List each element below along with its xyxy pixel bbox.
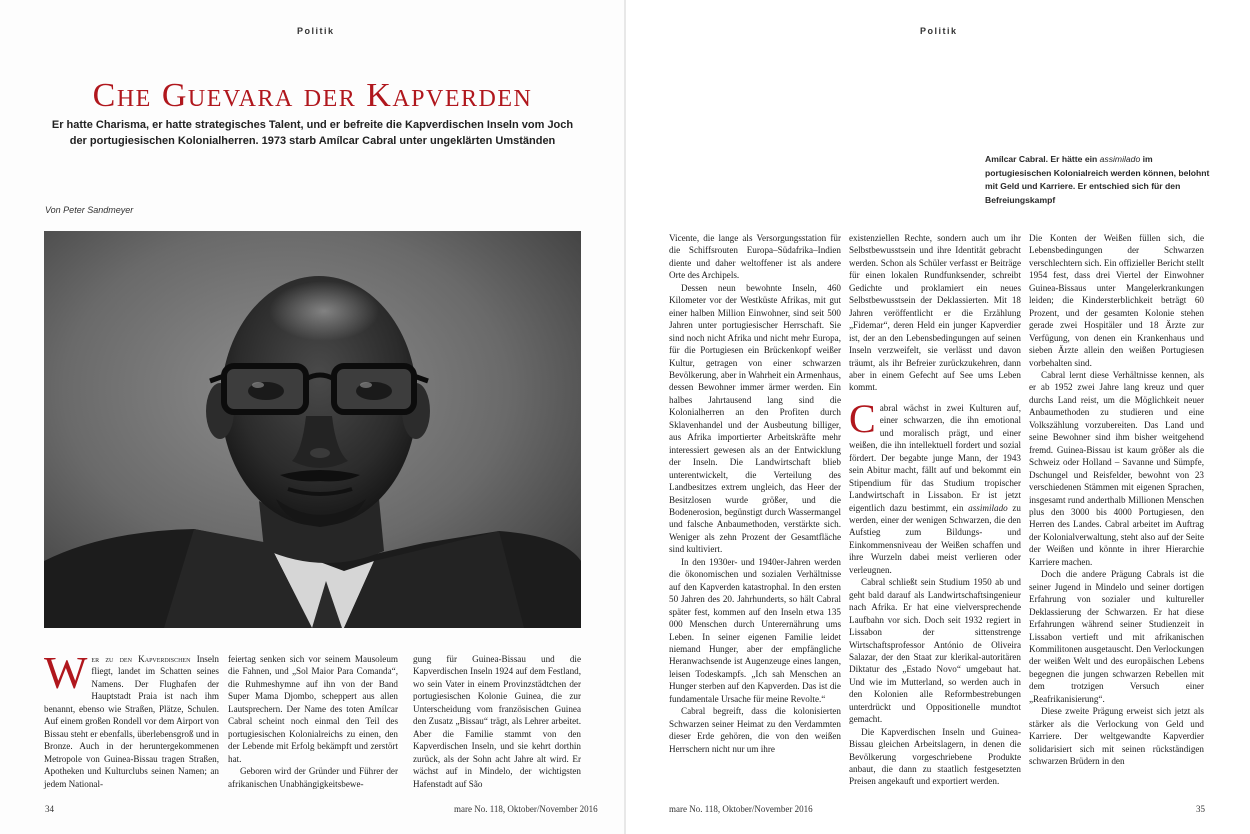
page-number: 34 bbox=[45, 804, 54, 814]
caption-text: im portugiesischen Kolonialreich werden können, belohnt mit Geld und Karriere. Er entschied sich für den Befreiungskampf bbox=[985, 154, 1210, 205]
paragraph: Cabral schließt sein Studium 1950 ab und geht bald darauf als Landwirtschaftsingenieur nach Afrika. Er hat eine vielversprechende Laufbahn vor sich. Doch seit 1932 regiert in Lissabon der sittenstrenge Wirtschaftsprofessor António de Oliveira Salazar, der den Staat zur klerikal-autoritären Diktatur des „Estado Novo“ umgebaut hat. Und wie im Mutterland, so werden auch in den Kolonien alle Reformbestrebungen unterdrückt und Oppositionelle mundtot gemacht. bbox=[849, 577, 1021, 725]
byline: Von Peter Sandmeyer bbox=[45, 205, 134, 215]
drop-cap: W bbox=[44, 647, 88, 698]
paragraph: Vicente, die lange als Versorgungsstation für die Schiffsrouten Europa–Südafrika–Indien diente und daher weltoffener ist als andere Orte des Archipels. bbox=[669, 233, 841, 281]
section-label: Politik bbox=[297, 26, 335, 36]
paragraph: In den 1930er- und 1940er-Jahren werden die ökonomischen und sozialen Verhältnisse auf den Kapverden katastrophal. In den ersten 50 Jahren des 20. Jahrhunderts, so hält Cabral später fest, kommen auf den Inseln etwa 135 000 Menschen durch Unterernährung ums Leben. In seiner eigenen Familie leidet niemand Hunger, aber der empfängliche Heranwachsende ist Augenzeuge eines langen, leisen Todeskampfs. „Ich sah Menschen an Hunger sterben auf den Kapverden. Das ist die fundamentale Ursache für meine Revolte.“ bbox=[669, 556, 841, 704]
paragraph: Die Konten der Weißen füllen sich, die Lebensbedingungen der Schwarzen verschlechtern sich. Ein offizieller Bericht stellt 1954 fest, dass drei Viertel der Einwohner Guinea-Bissaus unter Mangelerkrankungen leiden; die Kindersterblichkeit beträgt 60 Prozent, und der gesamten Kolonie stehen gerade zwei Hospitäler und 18 Ärzte zur Verfügung, von denen ein Krankenhaus und sieben Ärzte allein den weißen Portugiesen vorbehalten sind. bbox=[1029, 233, 1204, 368]
paragraph: Cabral lernt diese Verhältnisse kennen, als er ab 1952 zwei Jahre lang kreuz und quer durchs Land reist, um die Möglichkeit neuer Anbaumethoden zu studieren und eine Volkszählung vorzubereiten. Das Land und seine Bewohner sind ihm bisher weitgehend fremd. Guinea-Bissau ist kaum größer als die Schweiz oder Holland – Savanne und Sümpfe, Dschungel und Reisfelder, bewohnt von 23 verschiedenen Stämmen mit eigenen Sprachen, insgesamt rund anderthalb Millionen Menschen plus den 3000 bis 4000 Portugiesen, den Herren des Landes. Cabral arbeitet im Auftrag der Kolonialverwaltung, steht also auf der Seite der Weißen und könnte in ihrer Hierarchie Karriere machen. bbox=[1029, 369, 1204, 567]
spine-gutter bbox=[624, 0, 626, 834]
left-column-2 bbox=[228, 653, 398, 790]
magazine-footer: mare No. 118, Oktober/November 2016 bbox=[669, 804, 813, 814]
photo-caption bbox=[985, 153, 1220, 207]
lead-in: er zu den Kapverdischen bbox=[91, 654, 191, 664]
right-column-3 bbox=[1029, 232, 1204, 767]
paragraph: zu werden, einer der wenigen Schwarzen, die den Aufstieg zum Bildungs- und Einkommensniveau der Weißen schaffen und ihre Wurzeln dabei meist verlieren oder verleugnen. bbox=[849, 502, 1021, 575]
right-column-1 bbox=[669, 232, 841, 755]
left-column-1 bbox=[44, 647, 219, 790]
left-column-3 bbox=[413, 653, 581, 790]
paragraph: abral wächst in zwei Kulturen auf, einer schwarzen, die ihn emotional und moralisch prägt, und einer weißen, die ihn intellektuell fordert und sozial fördert. Der begabte junge Mann, der 1943 sein Abitur macht, fällt auf und bekommt ein Stipendium für das Studium tropischer Landwirtschaft in Lissabon. Er ist jetzt eigentlich dazu bestimmt, ein bbox=[849, 402, 1021, 513]
section-label: Politik bbox=[920, 26, 958, 36]
drop-cap: C bbox=[849, 395, 876, 441]
paragraph: existenziellen Rechte, sondern auch um ihr Selbstbewusstsein und ihre Identität gebracht werden. Schon als Schüler verfasst er Beiträge für einen lokalen Rundfunksender, schreibt Gedichte und proklamiert ein neues Selbstbewusstsein der Deklassierten. Mit 18 Jahren veröffentlicht er die Erzählung „Fidemar“, deren Held ein junger Kapverdier ist, der an den Lebensbedingungen auf seinen Inseln verzweifelt, sie verlässt und davon träumt, als ihr Befreier zurückzukehren, dann aber in einem Gefecht auf See ums Leben kommt. bbox=[849, 233, 1021, 393]
paragraph: feiertag senken sich vor seinem Mausoleum die Fahnen, und „Sol Maior Para Comanda“, die Ruhmeshymne auf ihn von der Band Super Mama Djombo, scheppert aus allen Lautsprechern. Der Name des toten Amílcar Cabral scheint noch einmal den Teil des portugiesischen Kolonialreichs zu einen, den der Lebende mit Erfolg bekämpft und zerstört hat. bbox=[228, 654, 398, 764]
caption-text: Amílcar Cabral. Er hätte ein bbox=[985, 154, 1100, 164]
page-number: 35 bbox=[1196, 804, 1205, 814]
portrait-photo bbox=[44, 231, 581, 628]
portrait-photo-icon bbox=[44, 231, 581, 628]
paragraph: Doch die andere Prägung Cabrals ist die seiner Jugend in Mindelo und seiner dortigen Erfahrung von sozialer und kultureller Deklassierung der Schwarzen. Er hat diese Erfahrungen während seiner Studienzeit in Lissabon vertieft und mit afrikanischen Kommilitonen ausgetauscht. Den Verlockungen der weißen Welt und des europäischen Lebens begegnen die jungen schwarzen Rebellen mit dem trotzigen Versuch einer „Reafrikanisierung“. bbox=[1029, 569, 1204, 704]
paragraph: Geboren wird der Gründer und Führer der afrikanischen Unabhängigkeitsbewe- bbox=[228, 766, 398, 789]
article-headline: Che Guevara der Kapverden bbox=[92, 77, 533, 114]
article-dek bbox=[30, 117, 595, 149]
magazine-footer: mare No. 118, Oktober/November 2016 bbox=[454, 804, 598, 814]
paragraph: Cabral begreift, dass die kolonisierten Schwarzen seiner Heimat zu den Verdammten dieser Erde gehören, die von den weißen Herrschern nicht nur um ihre bbox=[669, 706, 841, 754]
dek-line-2: der portugiesischen Kolonialherren. 1973 starb Amílcar Cabral unter ungeklärten Umständen bbox=[69, 135, 556, 147]
paragraph: gung für Guinea-Bissau und die Kapverdischen Inseln 1924 auf dem Festland, wo sein Vater in einem Provinzstädtchen der portugiesischen Kolonie Guinea, die zur Unterscheidung vom französischen Guinea den Zusatz „Bissau“ trägt, als Lehrer arbeitet. Aber die Familie stammt von den Kapverdischen Inseln, und sie kehrt dorthin zurück, als der Sohn acht Jahre alt wird. Er wächst auf in Mindelo, der wichtigsten Hafenstadt auf São bbox=[413, 654, 581, 789]
caption-italic: assimilado bbox=[1099, 154, 1141, 164]
paragraph: Diese zweite Prägung erweist sich jetzt als stärker als die Verlockung von Geld und Karriere. Der weltgewandte Kapverdier solidarisiert sich mit seinen rückständigen schwarzen Brüdern in den bbox=[1029, 706, 1204, 767]
right-column-2 bbox=[849, 232, 1021, 788]
italic-term: assimilado bbox=[968, 502, 1008, 513]
paragraph: Inseln fliegt, landet im Schatten seines Namens. Der Flughafen der Hauptstadt Praia ist nach ihm benannt, ebenso wie Straßen, Plätze, Schulen. Auf einem großen Rondell vor dem Airport von Bissau steht er ebenfalls, überlebensgroß und in Bronze. Auch in der heruntergekommenen Metropole von Guinea-Bissau tragen Straßen, Apotheken und Kulturclubs seinen Namen; an jedem National- bbox=[44, 654, 219, 789]
paragraph: Die Kapverdischen Inseln und Guinea-Bissau gleichen Arbeitslagern, in denen die Bevölkerung vorgeschriebene Produkte anbaut, die dann zu staatlich festgesetzten Preisen angekauft und exportiert werden. bbox=[849, 726, 1021, 787]
paragraph: Dessen neun bewohnte Inseln, 460 Kilometer vor der Westküste Afrikas, mit gut einer halben Million Einwohner, sind seit 500 Jahren unter portugiesischer Herrschaft. Sie sind noch nicht Afrika und nicht mehr Europa, für die Portugiesen ein Brückenkopf weißer Kultur, getragen von einer schwarzen Bevölkerung, aber in Wahrheit ein Armenhaus, dessen Bewohner immer ärmer werden. Ein halbes Jahrtausend lang sind die Kolonialherren an den Profiten durch Sklavenhandel und der Ausbeutung billiger, aus Afrika importierter Arbeitskräfte mehr interessiert gewesen als an der Entwicklung der Inseln. Die Landwirtschaft blieb unterentwickelt, die Verteilung des Landbesitzes extrem ungleich, das Heer der Besitzlosen wurde größer, und die Bodenerosion, begünstigt durch Wassermangel und falsche Anbaumethoden, verstärkte sich. Weniger als zehn Prozent der Gesamtfläche sind kultiviert. bbox=[669, 282, 841, 555]
dek-line-1: Er hatte Charisma, er hatte strategisches Talent, und er befreite die Kapverdischen Inseln vom Joch bbox=[51, 119, 574, 131]
